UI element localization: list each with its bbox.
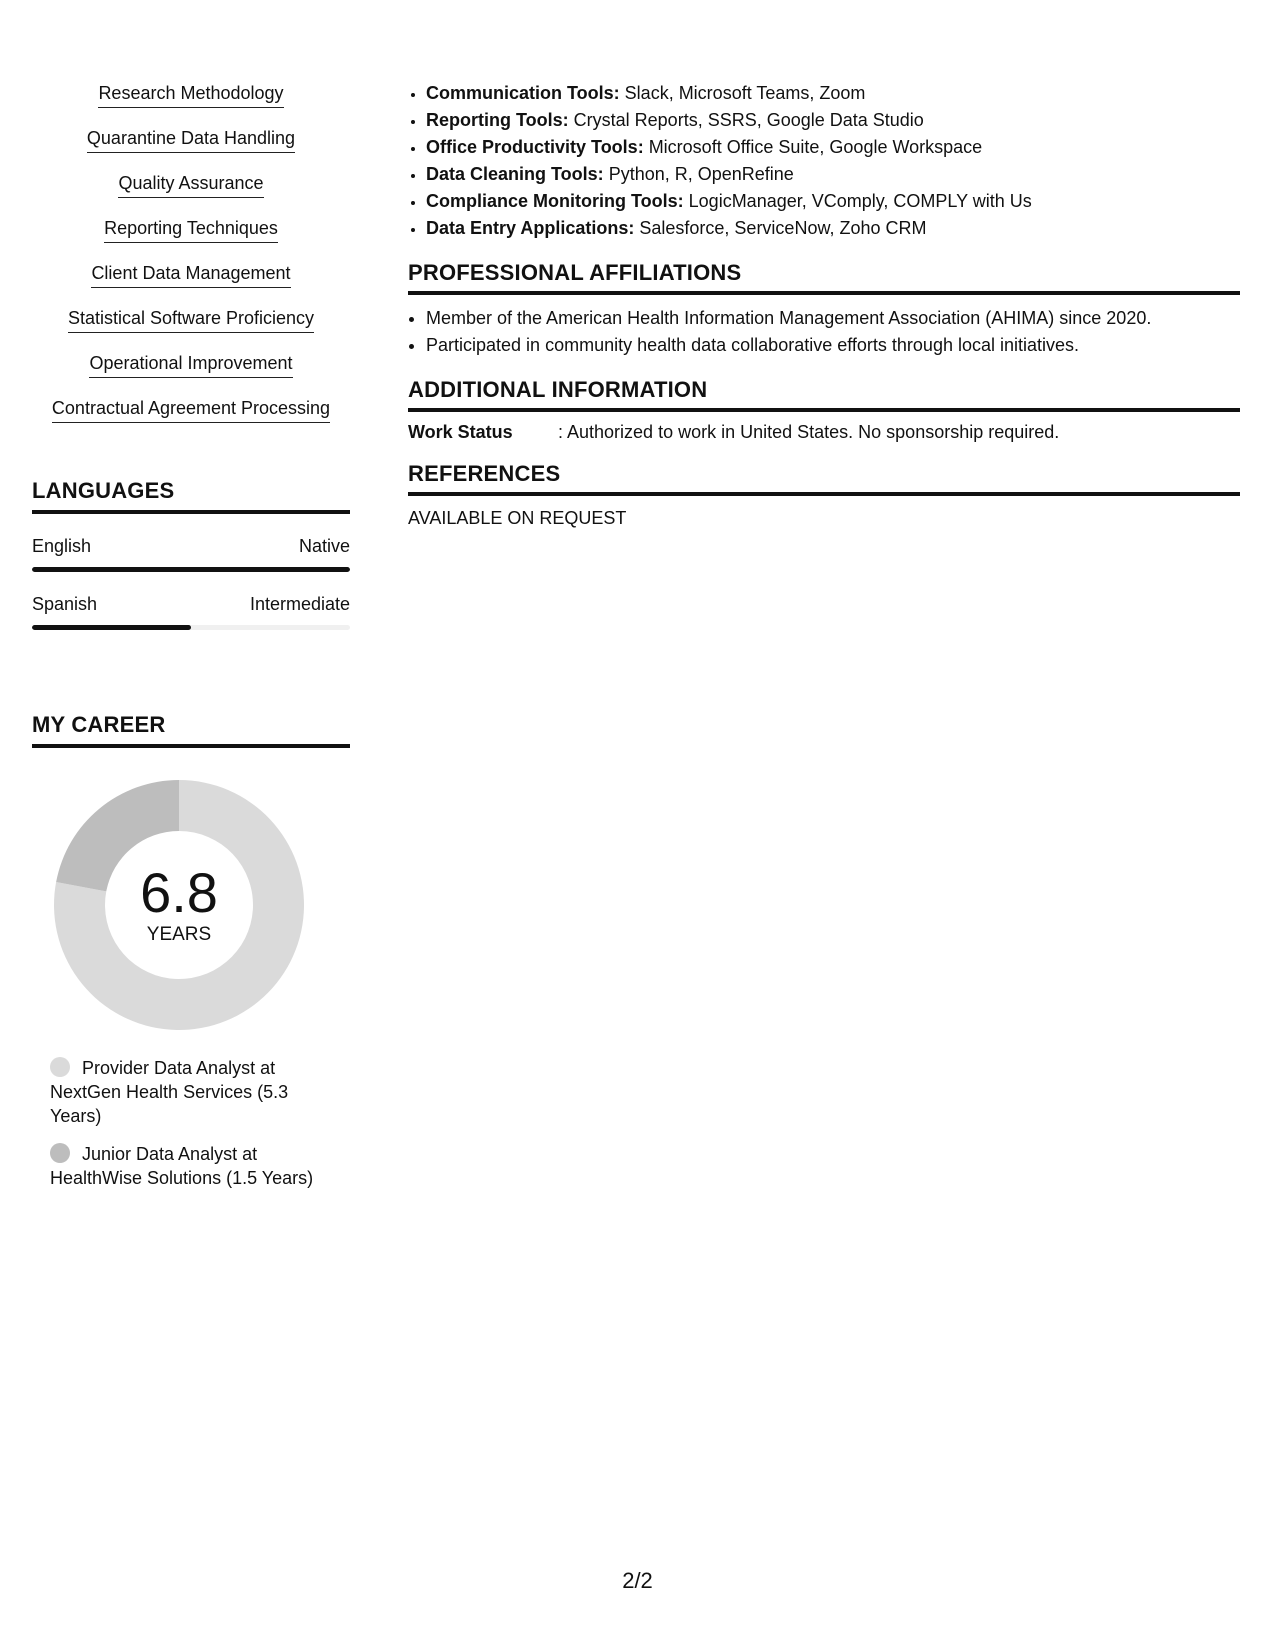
language-item: [32, 594, 350, 630]
main-content: [408, 80, 1240, 529]
career-donut-chart: [54, 780, 304, 1030]
skill-tag: Operational Improvement: [89, 352, 292, 378]
languages-section: [32, 478, 350, 630]
references-text: AVAILABLE ON REQUEST: [408, 508, 627, 528]
career-heading: MY CAREER: [32, 712, 350, 748]
tool-item: [426, 107, 1240, 134]
skill-item: [32, 397, 350, 442]
skill-tag: Quality Assurance: [118, 172, 263, 198]
tool-item: [426, 134, 1240, 161]
career-total-years: 6.8: [140, 861, 218, 924]
skill-tag: Contractual Agreement Processing: [52, 397, 330, 423]
skill-item: [32, 127, 350, 172]
affiliations-section: [408, 260, 1240, 359]
additional-info-heading: ADDITIONAL INFORMATION: [408, 377, 1240, 412]
work-status-row: [408, 422, 1240, 443]
work-status-value: : Authorized to work in United States. No sponsorship required.: [558, 422, 1060, 442]
skill-tag: Research Methodology: [98, 82, 283, 108]
language-item: [32, 536, 350, 572]
affiliation-item: • Member of the American Health Information Management Association (AHIMA) since 2020.: [426, 305, 1240, 332]
tool-value: Python, R, OpenRefine: [603, 164, 794, 184]
tools-list: [408, 80, 1240, 242]
languages-heading: LANGUAGES: [32, 478, 350, 514]
tool-label: Office Productivity Tools:: [426, 137, 644, 157]
career-legend: [50, 1056, 330, 1190]
tool-value: Salesforce, ServiceNow, Zoho CRM: [634, 218, 927, 238]
skill-item: [32, 307, 350, 352]
skill-item: [32, 352, 350, 397]
affiliations-heading: PROFESSIONAL AFFILIATIONS: [408, 260, 1240, 295]
work-status-label: Work Status: [408, 422, 513, 442]
skills-list: [32, 82, 350, 442]
tool-item: [426, 80, 1240, 107]
skill-tag: Quarantine Data Handling: [87, 127, 295, 153]
tool-value: Slack, Microsoft Teams, Zoom: [619, 83, 866, 103]
skill-item: [32, 82, 350, 127]
sidebar: [32, 82, 350, 1204]
tool-item: [426, 188, 1240, 215]
tool-label: Communication Tools:: [426, 83, 620, 103]
legend-dot-icon: [50, 1143, 70, 1163]
language-proficiency-fill: [32, 567, 350, 572]
language-proficiency-bar: [32, 625, 350, 630]
tool-label: Compliance Monitoring Tools:: [426, 191, 684, 211]
page-number: 2/2: [622, 1568, 653, 1593]
career-section: [32, 712, 350, 1190]
tool-item: [426, 161, 1240, 188]
career-role-label: Junior Data Analyst at HealthWise Solutions (1.5 Years): [50, 1144, 314, 1188]
legend-dot-icon: [50, 1057, 70, 1077]
skill-tag: Statistical Software Proficiency: [68, 307, 314, 333]
additional-info-section: [408, 377, 1240, 443]
skill-item: [32, 217, 350, 262]
tool-value: Microsoft Office Suite, Google Workspace: [643, 137, 983, 157]
skill-tag: Client Data Management: [91, 262, 290, 288]
tool-value: Crystal Reports, SSRS, Google Data Studio: [568, 110, 924, 130]
affiliation-item: • Participated in community health data collaborative efforts through local initiatives.: [426, 332, 1240, 359]
language-level: Native: [298, 536, 350, 556]
skill-item: [32, 262, 350, 307]
tool-label: Data Entry Applications:: [426, 218, 635, 238]
tool-item: [426, 215, 1240, 242]
references-heading: REFERENCES: [408, 461, 1240, 496]
language-proficiency-fill: [32, 625, 191, 630]
career-unit: YEARS: [146, 924, 212, 945]
donut-center: [54, 780, 304, 1030]
tool-value: LogicManager, VComply, COMPLY with Us: [683, 191, 1032, 211]
references-section: [408, 461, 1240, 529]
tool-label: Reporting Tools:: [426, 110, 569, 130]
career-legend-item: [50, 1142, 330, 1190]
career-role-label: Provider Data Analyst at NextGen Health Services (5.3 Years): [50, 1058, 289, 1126]
skill-item: [32, 172, 350, 217]
career-legend-item: [50, 1056, 330, 1128]
language-level: Intermediate: [249, 594, 350, 614]
tool-label: Data Cleaning Tools:: [426, 164, 604, 184]
language-proficiency-bar: [32, 567, 350, 572]
skill-tag: Reporting Techniques: [104, 217, 278, 243]
language-name: Spanish: [32, 594, 98, 614]
language-name: English: [32, 536, 92, 556]
affiliations-list: [408, 305, 1240, 359]
